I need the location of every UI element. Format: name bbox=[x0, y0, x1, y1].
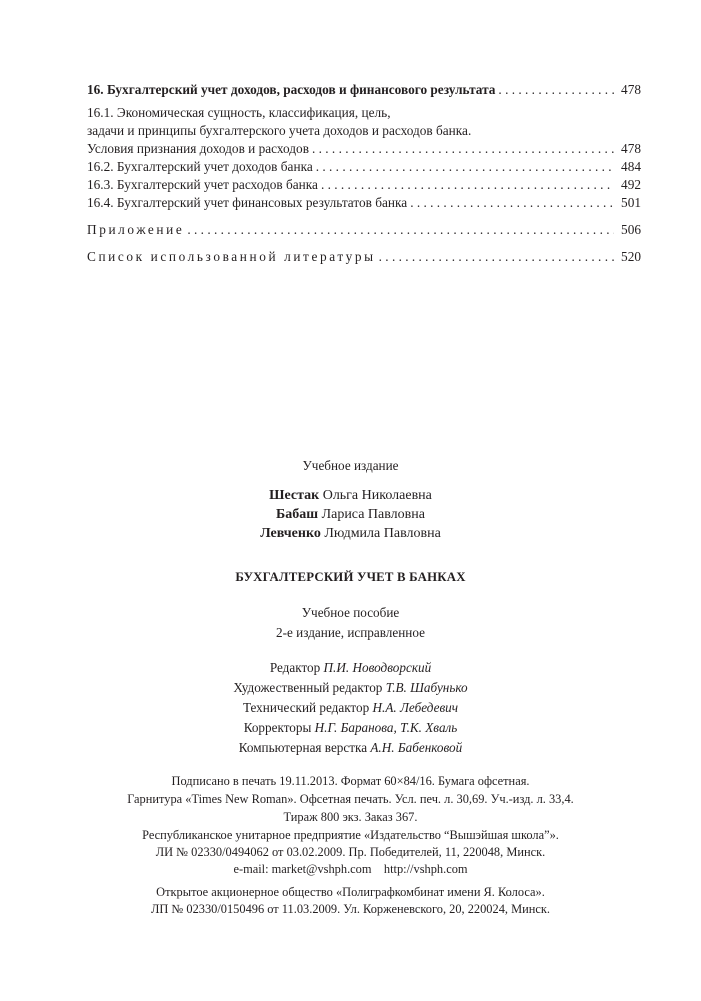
author-surname: Бабаш bbox=[276, 507, 319, 522]
staff-person: А.Н. Бабенковой bbox=[370, 740, 463, 755]
book-title: БУХГАЛТЕРСКИЙ УЧЕТ В БАНКАХ bbox=[235, 570, 466, 584]
dot-leader bbox=[321, 176, 614, 194]
staff-role: Компьютерная верстка bbox=[238, 740, 368, 755]
author-name: Ольга Николаевна bbox=[322, 488, 432, 503]
print-info-line: Подписано в печать 19.11.2013. Формат 60×84/16. Бумага офсетная. bbox=[171, 774, 530, 788]
dot-leader bbox=[410, 194, 614, 212]
toc-entry-page: 478 bbox=[621, 82, 641, 97]
staff-person: П.И. Новодворский bbox=[323, 660, 432, 675]
toc-entry-title: 16.3. Бухгалтерский учет расходов банка bbox=[87, 177, 318, 192]
author-line bbox=[0, 507, 701, 523]
toc-entry-title: Список использованной литературы bbox=[87, 249, 376, 264]
toc-entry-references bbox=[87, 248, 641, 266]
toc-entry-title: 16.2. Бухгалтерский учет доходов банка bbox=[87, 159, 313, 174]
toc-entry-title: 16.4. Бухгалтерский учет финансовых результатов банка bbox=[87, 195, 408, 210]
staff-role: Художественный редактор bbox=[233, 680, 383, 695]
toc-entry-page: 484 bbox=[621, 159, 641, 174]
staff-role: Корректоры bbox=[243, 720, 312, 735]
author-line bbox=[0, 526, 701, 542]
staff-person: Н.А. Лебедевич bbox=[372, 700, 459, 715]
toc-entry-16-3 bbox=[87, 176, 641, 194]
print-info-line: Тираж 800 экз. Заказ 367. bbox=[283, 810, 418, 824]
staff-line bbox=[0, 740, 701, 756]
publisher-line: Республиканское унитарное предприятие «Издательство “Вышэйшая школа”». bbox=[142, 828, 559, 842]
author-surname: Шестак bbox=[269, 488, 320, 503]
staff-line bbox=[0, 720, 701, 736]
table-of-contents bbox=[87, 81, 641, 266]
toc-entry-title: 16. Бухгалтерский учет доходов, расходов и финансового результата bbox=[87, 82, 496, 97]
printer-line: Открытое акционерное общество «Полиграфкомбинат имени Я. Колоса». bbox=[156, 885, 545, 899]
staff-role: Технический редактор bbox=[242, 700, 370, 715]
toc-entry-page: 492 bbox=[621, 177, 641, 192]
dot-leader bbox=[312, 140, 614, 158]
dot-leader bbox=[316, 158, 614, 176]
publisher-contact: e-mail: market@vshph.com http://vshph.com bbox=[233, 862, 468, 876]
toc-entry-16-1-line1: 16.1. Экономическая сущность, классификация, цель, bbox=[87, 105, 391, 120]
toc-entry-page: 506 bbox=[621, 222, 641, 237]
edition-note: 2-е издание, исправленное bbox=[276, 625, 425, 640]
publisher-line: ЛИ № 02330/0494062 от 03.02.2009. Пр. Победителей, 11, 220048, Минск. bbox=[155, 845, 546, 859]
toc-entry-title: Условия признания доходов и расходов bbox=[87, 141, 309, 156]
edition-type: Учебное издание bbox=[302, 458, 399, 473]
staff-line bbox=[0, 700, 701, 716]
author-surname: Левченко bbox=[260, 526, 321, 541]
toc-entry-page: 501 bbox=[621, 195, 641, 210]
toc-entry-title: Приложение bbox=[87, 222, 185, 237]
staff-person: Т.В. Шабунько bbox=[385, 680, 468, 695]
staff-line bbox=[0, 660, 701, 676]
toc-entry-16-4 bbox=[87, 194, 641, 212]
toc-entry-16-1-line2: задачи и принципы бухгалтерского учета доходов и расходов банка. bbox=[87, 123, 472, 138]
staff-person: Н.Г. Баранова, Т.К. Хваль bbox=[314, 720, 458, 735]
printer-line: ЛП № 02330/0150496 от 11.03.2009. Ул. Корженевского, 20, 220024, Минск. bbox=[151, 902, 550, 916]
dot-leader bbox=[379, 248, 614, 266]
author-line bbox=[0, 488, 701, 504]
toc-entry-page: 478 bbox=[621, 141, 641, 156]
toc-entry-16-2 bbox=[87, 158, 641, 176]
book-kind: Учебное пособие bbox=[301, 605, 400, 620]
toc-entry-chapter-16 bbox=[87, 81, 641, 99]
print-info-line: Гарнитура «Times New Roman». Офсетная печать. Усл. печ. л. 30,69. Уч.-изд. л. 33,4. bbox=[127, 792, 574, 806]
toc-entry-appendix bbox=[87, 221, 641, 239]
author-name: Людмила Павловна bbox=[324, 526, 441, 541]
dot-leader bbox=[498, 81, 614, 99]
dot-leader bbox=[187, 221, 614, 239]
toc-entry-16-1 bbox=[87, 140, 641, 158]
toc-entry-page: 520 bbox=[621, 249, 641, 264]
author-name: Лариса Павловна bbox=[321, 507, 425, 522]
staff-role: Редактор bbox=[269, 660, 321, 675]
staff-line bbox=[0, 680, 701, 696]
